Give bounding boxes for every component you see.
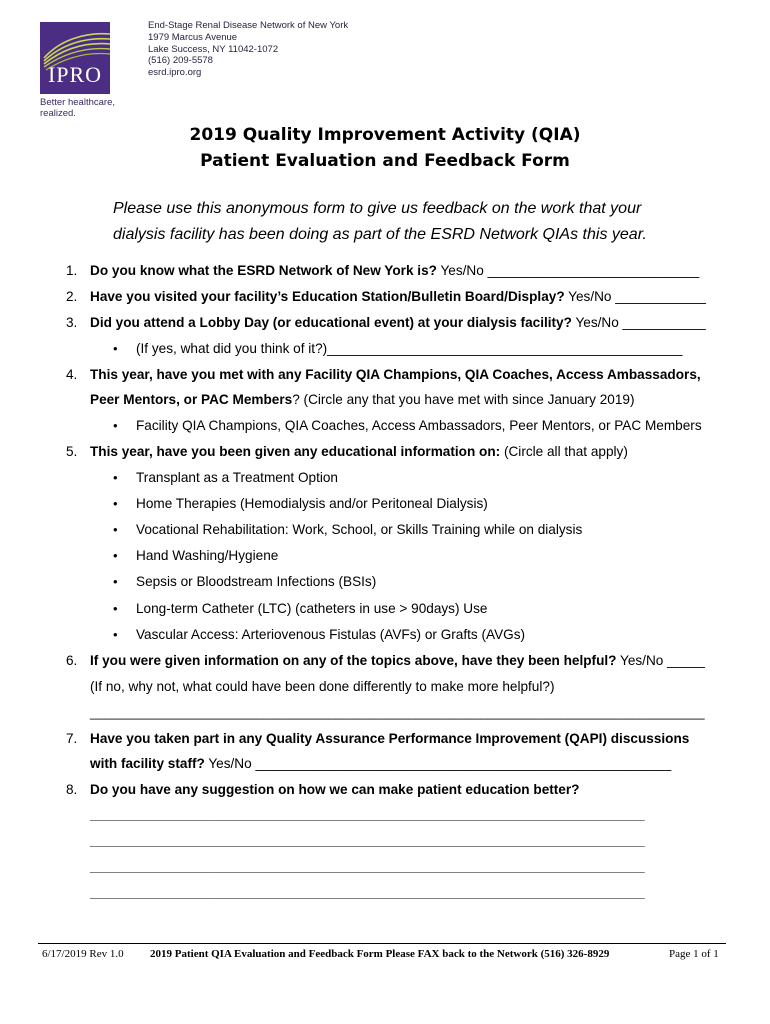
footer-page-number: Page 1 of 1 — [669, 948, 719, 960]
q5-option-vascular-access[interactable]: Vascular Access: Arteriovenous Fistulas (AVFs) or Grafts (AVGs) — [136, 627, 526, 642]
q5-bullet-5: • — [113, 574, 118, 589]
q7-number: 7. — [66, 731, 78, 746]
question-1 — [90, 262, 699, 280]
q4-text-1: This year, have you met with any Facility QIA Champions, QIA Coaches, Access Ambassadors, — [90, 367, 701, 382]
q4-text-2: Peer Mentors, or PAC Members — [90, 392, 293, 407]
q6-followup-prompt: (If no, why not, what could have been done differently to make more helpful?) — [90, 679, 555, 694]
q7-text-2: with facility staff? — [90, 756, 205, 771]
title-line-2: Patient Evaluation and Feedback Form — [200, 151, 570, 171]
address-line-phone: (516) 209-5578 — [148, 55, 213, 67]
q4-instruction: ? (Circle any that you have met with since January 2019) — [292, 392, 635, 407]
q6-answer-field[interactable]: Yes/No _____ — [616, 653, 705, 668]
address-line-street: 1979 Marcus Avenue — [148, 31, 238, 43]
intro-line-2: dialysis facility has been doing as part of the ESRD Network QIAs this year. — [113, 226, 647, 243]
q5-number: 5. — [66, 444, 78, 459]
question-7-line-2 — [90, 755, 671, 773]
question-5 — [90, 443, 628, 461]
q7-text-1: Have you taken part in any Quality Assurance Performance Improvement (QAPI) discussions — [90, 731, 690, 746]
q3-text: Did you attend a Lobby Day (or educational event) at your dialysis facility? — [90, 315, 572, 330]
title-line-1: 2019 Quality Improvement Activity (QIA) — [189, 125, 581, 145]
q8-number: 8. — [66, 782, 78, 797]
logo-tagline — [40, 97, 115, 119]
footer-revision: 6/17/2019 Rev 1.0 — [42, 948, 124, 960]
q1-text: Do you know what the ESRD Network of New York is? — [90, 263, 437, 278]
q5-bullet-1: • — [113, 470, 118, 485]
address-line-website: esrd.ipro.org — [148, 67, 202, 79]
q1-answer-field[interactable]: Yes/No ____________________________ — [436, 263, 700, 278]
q7-answer-field[interactable]: Yes/No _______________________________________________________ — [204, 756, 672, 771]
q3-answer-field[interactable]: Yes/No ___________ — [571, 315, 706, 330]
q6-followup-field[interactable]: _____________________________________________________________________________________ — [90, 705, 705, 720]
ipro-logo — [40, 22, 110, 94]
tagline-line-2: realized. — [40, 108, 76, 119]
question-4-line-1 — [90, 366, 701, 384]
address-line-org: End-Stage Renal Disease Network of New York — [148, 20, 349, 31]
q5-text: This year, have you been given any educational information on: — [90, 444, 501, 459]
intro-line-1: Please use this anonymous form to give us feedback on the work that your — [113, 200, 642, 217]
q5-bullet-7: • — [113, 627, 118, 642]
logo-text: IPRO — [47, 62, 103, 87]
network-address — [148, 20, 348, 79]
q5-option-catheter[interactable]: Long-term Catheter (LTC) (catheters in use > 90days) Use — [136, 601, 488, 616]
address-line-city: Lake Success, NY 11042-1072 — [148, 43, 279, 55]
question-2 — [90, 288, 706, 306]
q8-text: Do you have any suggestion on how we can make patient education better? — [90, 782, 580, 797]
q3-followup-field[interactable]: (If yes, what did you think of it?)_______________________________________________ — [136, 341, 683, 356]
q2-answer-field[interactable]: Yes/No ____________ — [564, 289, 706, 304]
q8-answer-line-3[interactable]: ___________________________________________________________________________ — [90, 859, 645, 874]
q2-text: Have you visited your facility’s Education Station/Bulletin Board/Display? — [90, 289, 565, 304]
q4-options[interactable]: Facility QIA Champions, QIA Coaches, Access Ambassadors, Peer Mentors, or PAC Members — [136, 418, 702, 433]
footer-divider — [38, 943, 726, 944]
question-6 — [90, 652, 705, 670]
footer-fax-note: 2019 Patient QIA Evaluation and Feedback Form Please FAX back to the Network (516) 326-8929 — [150, 948, 610, 960]
q8-answer-line-1[interactable]: ___________________________________________________________________________ — [90, 807, 645, 822]
form-intro — [113, 196, 713, 248]
question-4-line-2 — [90, 391, 634, 409]
q5-option-sepsis[interactable]: Sepsis or Bloodstream Infections (BSIs) — [136, 574, 377, 589]
q5-bullet-6: • — [113, 601, 118, 616]
q5-bullet-2: • — [113, 496, 118, 511]
q4-number: 4. — [66, 367, 78, 382]
q1-number: 1. — [66, 263, 78, 278]
q8-answer-line-4[interactable]: ___________________________________________________________________________ — [90, 885, 645, 900]
question-3 — [90, 314, 706, 332]
q5-option-hand-washing[interactable]: Hand Washing/Hygiene — [136, 548, 279, 563]
q6-text: If you were given information on any of the topics above, have they been helpful? — [90, 653, 617, 668]
q3-bullet: • — [113, 341, 118, 356]
q5-option-vocational[interactable]: Vocational Rehabilitation: Work, School, or Skills Training while on dialysis — [136, 522, 583, 537]
q5-option-transplant[interactable]: Transplant as a Treatment Option — [136, 470, 338, 485]
question-8 — [90, 781, 579, 799]
question-7-line-1 — [90, 730, 689, 748]
q5-option-home-therapies[interactable]: Home Therapies (Hemodialysis and/or Peritoneal Dialysis) — [136, 496, 488, 511]
q5-bullet-4: • — [113, 548, 118, 563]
q5-bullet-3: • — [113, 522, 118, 537]
form-title — [0, 122, 770, 174]
q4-bullet: • — [113, 418, 118, 433]
q2-number: 2. — [66, 289, 78, 304]
tagline-line-1: Better healthcare, — [40, 97, 115, 108]
q3-number: 3. — [66, 315, 78, 330]
q8-answer-line-2[interactable]: ___________________________________________________________________________ — [90, 833, 645, 848]
q5-instruction: (Circle all that apply) — [500, 444, 628, 459]
q6-number: 6. — [66, 653, 78, 668]
